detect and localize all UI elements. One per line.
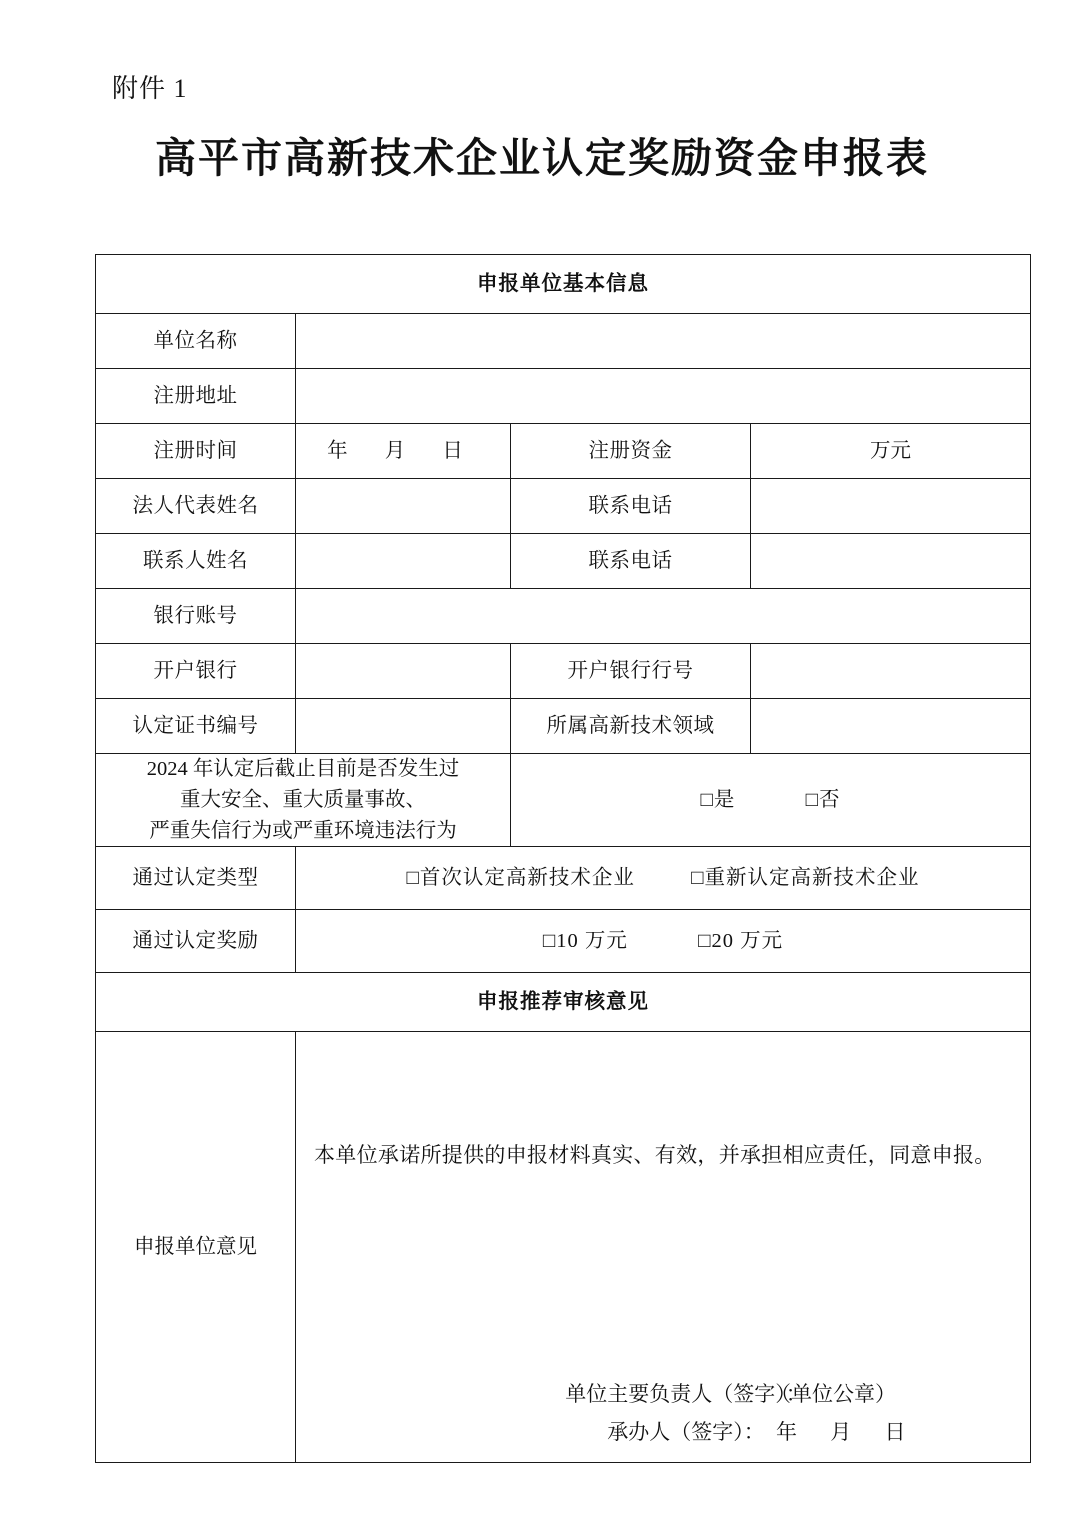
- label-seal-date[interactable]: 年 月 日: [776, 1420, 920, 1445]
- checkbox-incident-yes[interactable]: □是: [700, 788, 736, 811]
- input-register-time[interactable]: 年 月 日: [296, 424, 511, 479]
- label-award: 通过认定奖励: [96, 910, 296, 973]
- attachment-label: 附件 1: [112, 74, 188, 103]
- applicant-opinion-text: 本单位承诺所提供的申报材料真实、有效，并承担相应责任，同意申报。: [314, 1143, 996, 1168]
- label-handler-signature[interactable]: 承办人（签字）：: [607, 1420, 765, 1445]
- table-row-incident-question: [96, 754, 1031, 847]
- label-cert-number: 认定证书编号: [96, 699, 296, 754]
- input-register-address[interactable]: [296, 369, 1031, 424]
- input-tech-field[interactable]: [751, 699, 1031, 754]
- label-tech-field: 所属高新技术领域: [511, 699, 751, 754]
- input-bank-account[interactable]: [296, 589, 1031, 644]
- input-contact-person[interactable]: [296, 534, 511, 589]
- label-leader-signature[interactable]: 单位主要负责人（签字）：: [565, 1381, 807, 1406]
- table-row-bank-account: [96, 589, 1031, 644]
- label-contact-phone: 联系电话: [511, 534, 751, 589]
- table-row-award: [96, 910, 1031, 973]
- award-group: [296, 910, 1031, 973]
- label-register-capital: 注册资金: [511, 424, 751, 479]
- input-bank-code[interactable]: [751, 644, 1031, 699]
- label-unit-name: 单位名称: [96, 314, 296, 369]
- table-row-unit-name: [96, 314, 1031, 369]
- label-bank-account: 银行账号: [96, 589, 296, 644]
- label-incident-question-line3: 严重失信行为或严重环境违法行为: [149, 819, 457, 842]
- label-register-time: 注册时间: [96, 424, 296, 479]
- incident-answer-group: [511, 754, 1031, 847]
- input-contact-phone[interactable]: [751, 534, 1031, 589]
- checkbox-award-10[interactable]: □10 万元: [542, 929, 628, 952]
- checkbox-incident-no[interactable]: □否: [805, 788, 841, 811]
- table-row-register-time: [96, 424, 1031, 479]
- table-row-legal-person: [96, 479, 1031, 534]
- checkbox-cert-type-recert[interactable]: □重新认定高新技术企业: [691, 866, 920, 889]
- label-register-address: 注册地址: [96, 369, 296, 424]
- label-incident-question-line1: 2024 年认定后截止目前是否发生过: [146, 758, 460, 780]
- table-row-contact-person: [96, 534, 1031, 589]
- section-header-basic-info: 申报单位基本信息: [96, 255, 1031, 314]
- applicant-opinion-cell[interactable]: [296, 1032, 1031, 1463]
- label-legal-phone: 联系电话: [511, 479, 751, 534]
- label-contact-person: 联系人姓名: [96, 534, 296, 589]
- input-unit-name[interactable]: [296, 314, 1031, 369]
- checkbox-award-20[interactable]: □20 万元: [698, 929, 784, 952]
- table-row-bank-name: [96, 644, 1031, 699]
- input-bank-name[interactable]: [296, 644, 511, 699]
- cert-type-group: [296, 847, 1031, 910]
- label-bank-name: 开户银行: [96, 644, 296, 699]
- table-row-section-review: [96, 973, 1031, 1032]
- section-header-review-opinion: 申报推荐审核意见: [96, 973, 1031, 1032]
- label-legal-person: 法人代表姓名: [96, 479, 296, 534]
- input-cert-number[interactable]: [296, 699, 511, 754]
- application-form-table: [95, 254, 1031, 1463]
- table-row-cert-type: [96, 847, 1031, 910]
- seal-block: [770, 1375, 1000, 1453]
- label-official-seal: （单位公章）: [770, 1381, 896, 1406]
- table-row-register-address: [96, 369, 1031, 424]
- label-incident-question: [96, 754, 511, 847]
- label-cert-type: 通过认定类型: [96, 847, 296, 910]
- table-row-applicant-opinion: [96, 1032, 1031, 1463]
- label-bank-code: 开户银行行号: [511, 644, 751, 699]
- label-applicant-opinion: 申报单位意见: [96, 1032, 296, 1463]
- label-incident-question-line2: 重大安全、重大质量事故、: [180, 788, 426, 811]
- checkbox-cert-type-first[interactable]: □首次认定高新技术企业: [406, 866, 635, 889]
- input-legal-phone[interactable]: [751, 479, 1031, 534]
- table-row-cert-number: [96, 699, 1031, 754]
- input-register-capital[interactable]: 万元: [751, 424, 1031, 479]
- table-row-section-basic: [96, 255, 1031, 314]
- input-legal-person[interactable]: [296, 479, 511, 534]
- page-title: 高平市高新技术企业认定奖励资金申报表: [155, 134, 929, 182]
